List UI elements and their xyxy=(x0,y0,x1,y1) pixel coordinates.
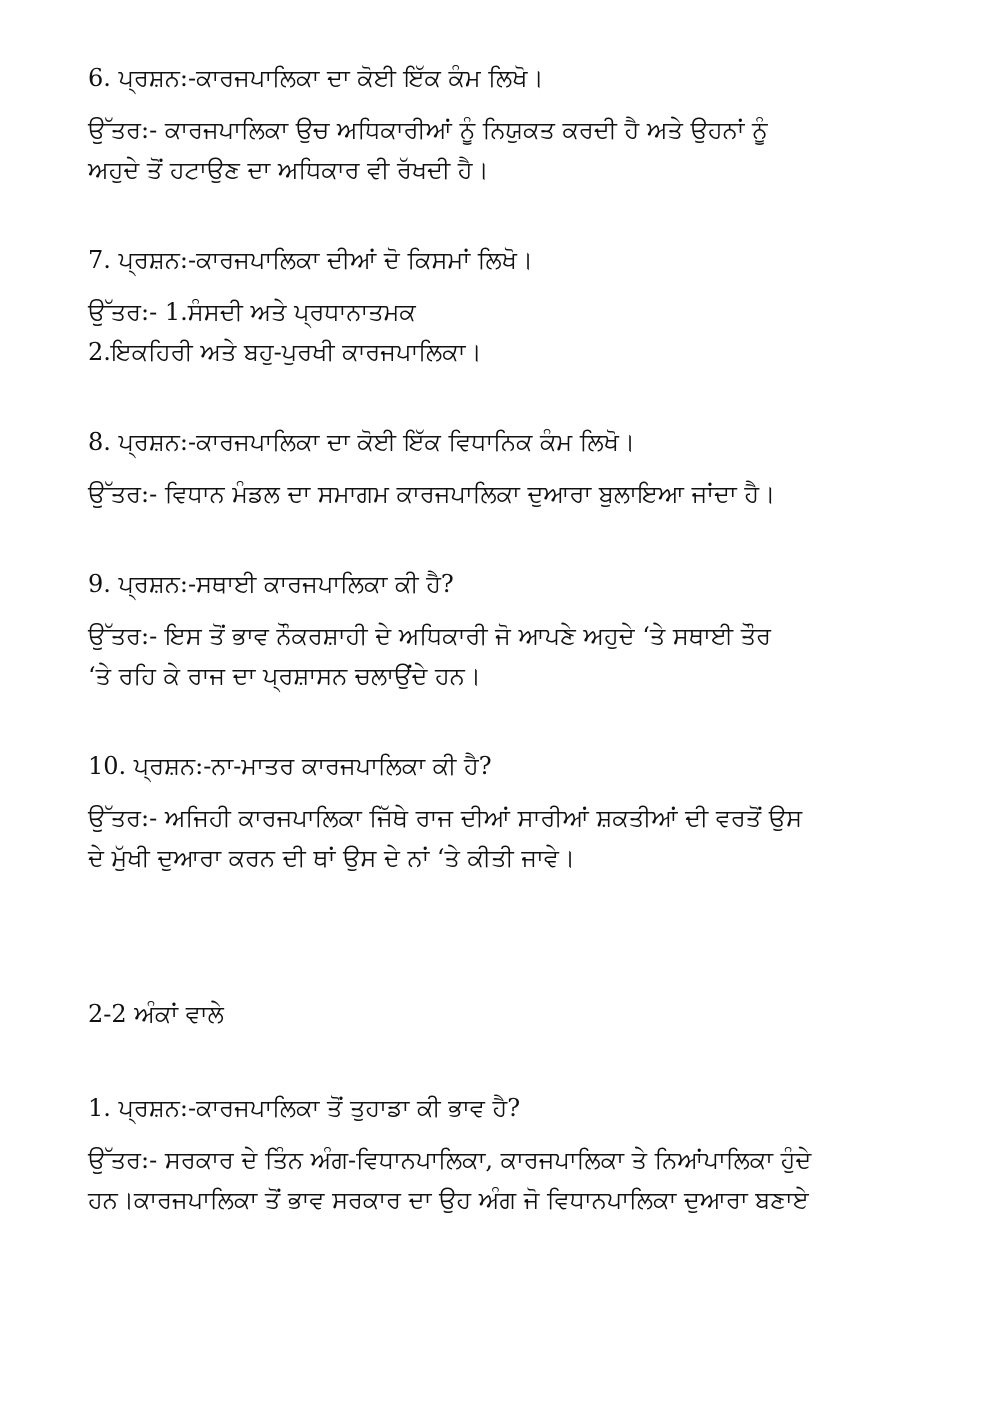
answer-line: ਅਹੁਦੇ ਤੋਂ ਹਟਾਉਣ ਦਾ ਅਧਿਕਾਰ ਵੀ ਰੱਖਦੀ ਹੈ। xyxy=(88,156,489,184)
answer-line: ਉੱਤਰ:- ਅਜਿਹੀ ਕਾਰਜਪਾਲਿਕਾ ਜਿੱਥੇ ਰਾਜ ਦੀਆਂ ਸਾਰੀਆਂ ਸ਼ਕਤੀਆਂ ਦੀ ਵਰਤੋਂ ਉਸ xyxy=(88,804,803,832)
question-text: 1. ਪ੍ਰਸ਼ਨ:-ਕਾਰਜਪਾਲਿਕਾ ਤੋਂ ਤੁਹਾਡਾ ਕੀ ਭਾਵ ਹੈ? xyxy=(88,1094,521,1122)
qa-item-6 xyxy=(88,60,928,190)
answer-text xyxy=(88,110,928,190)
question-text: 9. ਪ੍ਰਸ਼ਨ:-ਸਥਾਈ ਕਾਰਜਪਾਲਿਕਾ ਕੀ ਹੈ? xyxy=(88,570,454,598)
section-heading: 2-2 ਅੰਕਾਂ ਵਾਲੇ xyxy=(88,1000,224,1028)
document-page xyxy=(88,60,928,1220)
qa-item-10 xyxy=(88,748,928,878)
answer-line: ਉੱਤਰ:- ਇਸ ਤੋਂ ਭਾਵ ਨੌਕਰਸ਼ਾਹੀ ਦੇ ਅਧਿਕਾਰੀ ਜੋ ਆਪਣੇ ਅਹੁਦੇ ‘ਤੇ ਸਥਾਈ ਤੌਰ xyxy=(88,622,772,650)
question-text: 10. ਪ੍ਰਸ਼ਨ:-ਨਾ-ਮਾਤਰ ਕਾਰਜਪਾਲਿਕਾ ਕੀ ਹੈ? xyxy=(88,752,492,780)
answer-text xyxy=(88,616,928,696)
answer-line: 2.ਇਕਹਿਰੀ ਅਤੇ ਬਹੁ-ਪੁਰਖੀ ਕਾਰਜਪਾਲਿਕਾ। xyxy=(88,338,482,366)
question-text: 6. ਪ੍ਰਸ਼ਨ:-ਕਾਰਜਪਾਲਿਕਾ ਦਾ ਕੋਈ ਇੱਕ ਕੰਮ ਲਿਖੋ। xyxy=(88,64,544,92)
answer-text xyxy=(88,1140,928,1220)
answer-line: ਦੇ ਮੁੱਖੀ ਦੁਆਰਾ ਕਰਨ ਦੀ ਥਾਂ ਉਸ ਦੇ ਨਾਂ ‘ਤੇ ਕੀਤੀ ਜਾਵੇ। xyxy=(88,844,576,872)
answer-line: ਉੱਤਰ:- ਕਾਰਜਪਾਲਿਕਾ ਉਚ ਅਧਿਕਾਰੀਆਂ ਨੂੰ ਨਿਯੁਕਤ ਕਰਦੀ ਹੈ ਅਤੇ ਉਹਨਾਂ ਨੂੰ xyxy=(88,116,768,144)
question-text: 8. ਪ੍ਰਸ਼ਨ:-ਕਾਰਜਪਾਲਿਕਾ ਦਾ ਕੋਈ ਇੱਕ ਵਿਧਾਨਿਕ ਕੰਮ ਲਿਖੋ। xyxy=(88,428,636,456)
qa-item-7 xyxy=(88,242,928,372)
answer-line: ਉੱਤਰ:- 1.ਸੰਸਦੀ ਅਤੇ ਪ੍ਰਧਾਨਾਤਮਕ xyxy=(88,298,416,326)
qa-item-8 xyxy=(88,424,928,514)
answer-line: ਹਨ।ਕਾਰਜਪਾਲਿਕਾ ਤੋਂ ਭਾਵ ਸਰਕਾਰ ਦਾ ਉਹ ਅੰਗ ਜੋ ਵਿਧਾਨਪਾਲਿਕਾ ਦੁਆਰਾ ਬਣਾਏ xyxy=(88,1186,809,1214)
answer-text xyxy=(88,474,928,514)
qa-item-section-1 xyxy=(88,1090,928,1220)
qa-item-9 xyxy=(88,566,928,696)
answer-text xyxy=(88,292,928,372)
answer-line: ‘ਤੇ ਰਹਿ ਕੇ ਰਾਜ ਦਾ ਪ੍ਰਸ਼ਾਸਨ ਚਲਾਉਂਦੇ ਹਨ। xyxy=(88,662,481,690)
answer-line: ਉੱਤਰ:- ਵਿਧਾਨ ਮੰਡਲ ਦਾ ਸਮਾਗਮ ਕਾਰਜਪਾਲਿਕਾ ਦੁਆਰਾ ਬੁਲਾਇਆ ਜਾਂਦਾ ਹੈ। xyxy=(88,480,776,508)
question-text: 7. ਪ੍ਰਸ਼ਨ:-ਕਾਰਜਪਾਲਿਕਾ ਦੀਆਂ ਦੋ ਕਿਸਮਾਂ ਲਿਖੋ। xyxy=(88,246,534,274)
answer-line: ਉੱਤਰ:- ਸਰਕਾਰ ਦੇ ਤਿੰਨ ਅੰਗ-ਵਿਧਾਨਪਾਲਿਕਾ, ਕਾਰਜਪਾਲਿਕਾ ਤੇ ਨਿਆਂਪਾਲਿਕਾ ਹੁੰਦੇ xyxy=(88,1146,812,1174)
answer-text xyxy=(88,798,928,878)
